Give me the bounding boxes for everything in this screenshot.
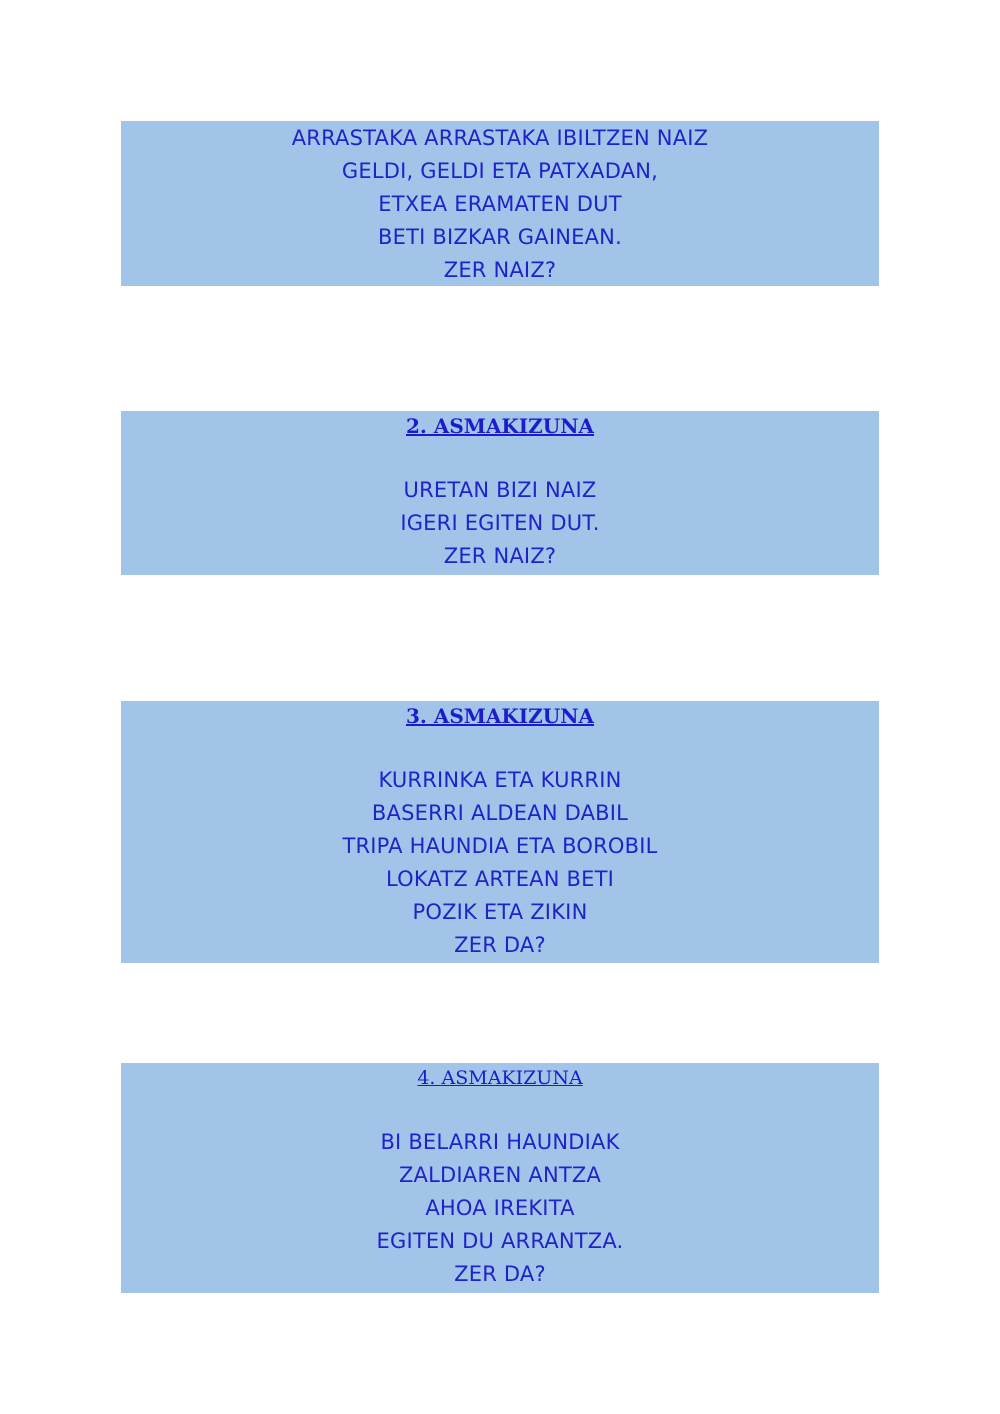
riddle-line: POZIK ETA ZIKIN: [412, 900, 588, 924]
spacer: [121, 1093, 879, 1126]
riddle-line: ZER NAIZ?: [443, 258, 557, 282]
riddle-box-3: [121, 701, 879, 963]
riddle-line: AHOA IREKITA: [425, 1196, 575, 1220]
spacer: [121, 441, 879, 474]
riddle-box-4: [121, 1063, 879, 1293]
riddle-box-1: [121, 121, 879, 286]
riddle-line: GELDI, GELDI ETA PATXADAN,: [341, 159, 659, 183]
riddle-line: ETXEA ERAMATEN DUT: [378, 192, 622, 216]
riddle-line: IGERI EGITEN DUT.: [400, 511, 600, 535]
riddle-line: ARRASTAKA ARRASTAKA IBILTZEN NAIZ: [291, 126, 709, 150]
spacer: [121, 731, 879, 764]
riddle-line: LOKATZ ARTEAN BETI: [385, 867, 615, 891]
riddle-line: ZER NAIZ?: [443, 544, 557, 568]
riddle-line: ZALDIAREN ANTZA: [398, 1163, 602, 1187]
riddle-box-2: [121, 411, 879, 575]
riddle-line: TRIPA HAUNDIA ETA BOROBIL: [342, 834, 658, 858]
riddle-line: BASERRI ALDEAN DABIL: [371, 801, 629, 825]
riddle-line: KURRINKA ETA KURRIN: [378, 768, 622, 792]
riddle-line: BETI BIZKAR GAINEAN.: [378, 225, 622, 249]
riddle-line: BI BELARRI HAUNDIAK: [380, 1130, 620, 1154]
riddle-title: 4. ASMAKIZUNA: [417, 1067, 583, 1089]
riddle-title: 3. ASMAKIZUNA: [405, 704, 595, 728]
riddle-line: ZER DA?: [454, 933, 546, 957]
riddle-line: EGITEN DU ARRANTZA.: [376, 1229, 624, 1253]
riddle-line: ZER DA?: [454, 1262, 546, 1286]
riddle-line: URETAN BIZI NAIZ: [403, 478, 597, 502]
riddle-title: 2. ASMAKIZUNA: [405, 414, 595, 438]
